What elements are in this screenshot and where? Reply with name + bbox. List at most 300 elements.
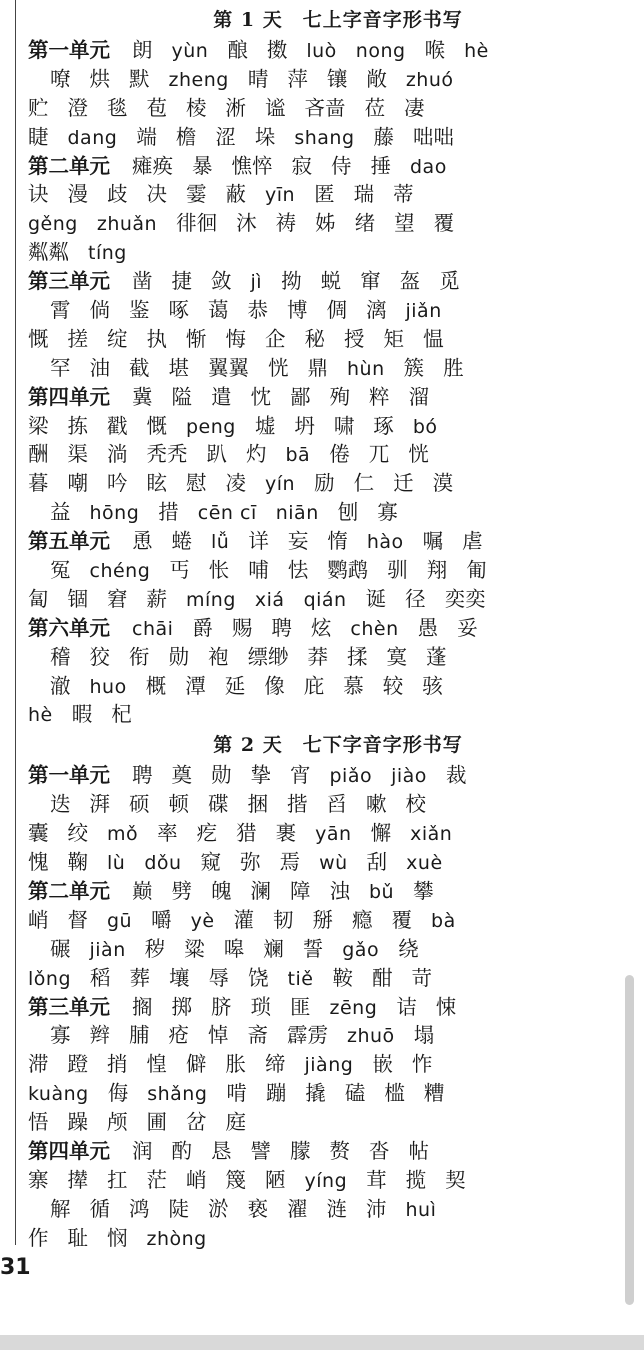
margin-line [15, 0, 16, 1245]
character-item: 烘 [89, 66, 110, 91]
pinyin-item: qián [303, 588, 347, 611]
character-item: 涟 [326, 1196, 347, 1221]
character-item: 校 [405, 792, 426, 817]
word-row [28, 790, 628, 819]
character-item: 蔼 [208, 298, 229, 323]
character-item: 奠 [171, 763, 192, 788]
character-item: 勋 [168, 644, 189, 669]
character-item: 躁 [67, 1110, 88, 1135]
character-item: 窥 [200, 850, 222, 875]
character-item: 涩 [215, 124, 236, 149]
character-item: 径 [405, 586, 426, 611]
character-item: 悯 [107, 1225, 128, 1250]
pinyin-item: tíng [88, 242, 127, 265]
character-item: 峭 [28, 907, 49, 932]
character-item: 帖 [408, 1138, 429, 1163]
character-item: 愠 [423, 326, 444, 351]
pinyin-item: jiàng [304, 1054, 354, 1077]
pinyin-item: zhòng [146, 1227, 207, 1250]
character-item: 企 [265, 326, 286, 351]
character-item: 措 [158, 500, 179, 525]
character-item: 揉 [347, 644, 368, 669]
word-row [28, 1166, 628, 1195]
word-row [28, 1224, 628, 1253]
character-item: 趴 [206, 442, 227, 467]
character-item: 聘 [271, 615, 292, 640]
word-row [28, 325, 628, 354]
character-item: 润 [132, 1138, 153, 1163]
character-item: 秃秃 [146, 442, 188, 467]
pinyin-item: yín [265, 473, 296, 496]
character-item: 骇 [422, 673, 443, 698]
character-item: 灼 [246, 442, 267, 467]
character-item: 斋 [247, 1023, 268, 1048]
character-item: 圃 [146, 1110, 167, 1135]
character-item: 脯 [129, 1023, 150, 1048]
word-row [28, 1021, 628, 1050]
word-row [28, 123, 628, 152]
bottom-bar [0, 1335, 644, 1350]
character-item: 搓 [67, 326, 88, 351]
character-item: 粱 [184, 936, 205, 961]
character-item: 顿 [168, 792, 189, 817]
character-item: 赘 [329, 1138, 350, 1163]
character-item: 谧 [265, 95, 286, 120]
character-item: 蔽 [225, 182, 246, 207]
character-item: 镶 [326, 66, 348, 91]
character-item: 颅 [107, 1110, 128, 1135]
character-item: 酌 [171, 1138, 192, 1163]
pinyin-item: cēn cī [197, 502, 257, 525]
word-row [28, 1195, 628, 1224]
character-item: 诞 [365, 586, 387, 611]
character-item: 淅 [225, 95, 246, 120]
character-item: 像 [264, 673, 285, 698]
character-item: 凄 [404, 95, 425, 120]
character-item: 作 [28, 1225, 49, 1250]
character-item: 妄 [287, 529, 309, 554]
pinyin-item: míng [186, 588, 236, 611]
character-item: 嘱 [422, 529, 444, 554]
character-item: 罕 [50, 355, 71, 380]
character-item: 鄙 [290, 384, 311, 409]
character-item: 焉 [279, 850, 301, 875]
pinyin-item: jiǎn [405, 300, 442, 323]
character-item: 恍 [408, 442, 429, 467]
character-item: 蜕 [320, 269, 342, 294]
pinyin-item: chāi [132, 617, 174, 640]
character-item: 蓬 [426, 644, 447, 669]
day-title: 第 1 天 七上字音字形书写 [213, 9, 463, 31]
character-item: 瘾 [352, 907, 373, 932]
character-item: 丐 [169, 558, 190, 583]
character-item: 舀 [326, 792, 347, 817]
pinyin-item: gǎo [342, 938, 380, 961]
character-item: 鉴 [129, 298, 150, 323]
character-item: 庇 [303, 673, 325, 698]
character-item: 爵 [192, 615, 213, 640]
word-row [28, 1079, 628, 1108]
word-list-content [28, 4, 628, 1253]
character-item: 详 [248, 529, 269, 554]
pinyin-item: bó [412, 415, 438, 438]
unit-label: 第四单元 [28, 1138, 110, 1163]
character-item: 嗥 [223, 936, 245, 961]
character-item: 魄 [211, 878, 232, 903]
character-item: 咄咄 [413, 124, 454, 149]
character-item: 嗽 [366, 792, 387, 817]
character-item: 缥缈 [247, 644, 289, 669]
word-row [28, 152, 628, 181]
character-item: 敛 [211, 269, 232, 294]
character-item: 率 [157, 821, 178, 846]
pinyin-item: luò [306, 40, 337, 62]
character-item: 寡 [50, 1023, 71, 1048]
character-item: 侮 [107, 1081, 129, 1106]
word-row [28, 354, 628, 383]
character-item: 绽 [107, 326, 128, 351]
character-item: 蒂 [393, 182, 414, 207]
character-item: 琐 [250, 994, 271, 1019]
pinyin-item: hào [366, 531, 404, 554]
character-item: 蹦 [265, 1081, 287, 1106]
character-item: 慕 [343, 673, 364, 698]
pinyin-item: zhuǎn [96, 213, 158, 236]
character-item: 炫 [310, 615, 332, 640]
character-item: 葬 [129, 965, 151, 990]
character-item: 疮 [168, 1023, 189, 1048]
character-item: 僻 [186, 1052, 207, 1077]
character-item: 梁 [28, 413, 49, 438]
character-item: 嘹 [50, 66, 71, 91]
character-item: 掷 [171, 994, 192, 1019]
character-item: 默 [129, 66, 150, 91]
character-item: 啸 [333, 413, 355, 438]
character-item: 绪 [354, 211, 376, 236]
character-item: 障 [290, 878, 311, 903]
character-item: 鹦鹉 [327, 558, 369, 583]
character-item: 宵 [290, 763, 311, 788]
pinyin-item: hè [464, 40, 489, 62]
word-row [28, 935, 628, 964]
character-item: 妥 [457, 615, 478, 640]
character-item: 稻 [90, 965, 111, 990]
character-item: 贮 [28, 95, 49, 120]
word-row [28, 267, 628, 296]
word-row [28, 1137, 628, 1166]
character-item: 捆 [247, 792, 268, 817]
character-item: 遣 [211, 384, 232, 409]
pinyin-item: chèn [350, 617, 399, 640]
word-row [28, 906, 628, 935]
pinyin-item: peng [186, 415, 236, 438]
character-item: 匪 [290, 994, 311, 1019]
word-row [28, 819, 628, 848]
character-item: 啄 [168, 298, 189, 323]
character-item: 薪 [146, 586, 167, 611]
character-item: 峭 [186, 1167, 207, 1192]
character-item: 忱 [250, 384, 271, 409]
character-item: 迭 [50, 792, 71, 817]
character-item: 寞 [386, 644, 407, 669]
character-item: 揽 [405, 1167, 427, 1192]
character-item: 窘 [107, 586, 128, 611]
character-item: 绞 [67, 821, 88, 846]
pinyin-item: yān [315, 823, 352, 846]
character-item: 截 [129, 355, 150, 380]
word-row [28, 643, 628, 672]
character-item: 漓 [366, 298, 387, 323]
character-item: 匍 [466, 558, 487, 583]
unit-label: 第六单元 [28, 615, 110, 640]
character-item: 迁 [393, 471, 414, 496]
character-item: 胀 [225, 1052, 246, 1077]
character-item: 翔 [426, 558, 448, 583]
pinyin-item: zēng [329, 996, 378, 1019]
character-item: 执 [146, 326, 167, 351]
character-item: 鞠 [67, 850, 88, 875]
pinyin-item: kuàng [28, 1083, 89, 1106]
character-item: 寨 [28, 1167, 49, 1192]
character-item: 簇 [403, 355, 425, 380]
character-item: 琢 [373, 413, 394, 438]
word-row [28, 440, 628, 469]
pinyin-item: zheng [168, 68, 229, 91]
word-row [28, 761, 628, 790]
character-item: 虐 [462, 529, 483, 554]
character-item: 鸿 [129, 1196, 150, 1221]
character-item: 壤 [169, 965, 190, 990]
pinyin-item: gěng [28, 213, 78, 236]
character-item: 酣 [371, 965, 393, 990]
character-item: 盔 [399, 269, 421, 294]
character-item: 暇 [71, 702, 93, 727]
character-item: 掰 [312, 907, 334, 932]
pinyin-item: huì [405, 1198, 437, 1221]
character-item: 覆 [391, 907, 413, 932]
character-item: 灌 [233, 907, 255, 932]
character-item: 睫 [28, 124, 49, 149]
character-item: 凌 [225, 471, 246, 496]
character-item: 吝啬 [304, 95, 346, 120]
character-item: 杞 [111, 702, 132, 727]
character-item: 捷 [171, 269, 192, 294]
character-item: 斓 [263, 936, 284, 961]
character-item: 霎 [186, 182, 207, 207]
unit-label: 第二单元 [28, 153, 110, 178]
pinyin-item: zhuō [347, 1025, 395, 1048]
character-item: 脐 [211, 994, 232, 1019]
character-item: 哺 [248, 558, 269, 583]
character-item: 励 [314, 471, 335, 496]
character-item: 衔 [129, 644, 150, 669]
character-item: 苛 [411, 965, 432, 990]
word-row [28, 700, 628, 729]
character-item: 憔悴 [231, 153, 273, 178]
character-item: 愧 [28, 850, 49, 875]
pinyin-item: gū [107, 909, 133, 932]
character-item: 寂 [291, 153, 312, 178]
word-row [28, 94, 628, 123]
character-item: 粼粼 [28, 240, 69, 265]
character-item: 蜷 [171, 529, 192, 554]
character-item: 驯 [387, 558, 408, 583]
character-item: 朦 [290, 1138, 311, 1163]
character-item: 搁 [132, 994, 153, 1019]
character-item: 攀 [413, 878, 434, 903]
word-row [28, 383, 628, 412]
character-item: 暴 [192, 153, 213, 178]
character-item: 漫 [67, 182, 88, 207]
character-item: 篾 [225, 1167, 246, 1192]
pinyin-item: jì [250, 271, 263, 294]
character-item: 勋 [211, 763, 232, 788]
character-item: 譬 [250, 1138, 271, 1163]
word-row [28, 238, 628, 267]
character-item: 拣 [67, 413, 88, 438]
pinyin-item: piǎo [329, 765, 373, 788]
pinyin-item: lǒng [28, 967, 72, 990]
character-item: 韧 [273, 907, 294, 932]
character-item: 刮 [366, 850, 388, 875]
character-item: 觅 [439, 269, 460, 294]
character-item: 岔 [186, 1110, 207, 1135]
word-row [28, 556, 628, 585]
word-row [28, 412, 628, 441]
character-item: 悼 [208, 1023, 229, 1048]
character-item: 嵌 [372, 1052, 393, 1077]
character-item: 赐 [231, 615, 253, 640]
pinyin-item: dǒu [144, 852, 182, 875]
character-item: 怯 [287, 558, 309, 583]
word-row [28, 65, 628, 94]
character-item: 浊 [329, 878, 350, 903]
character-item: 眩 [146, 471, 167, 496]
character-item: 棱 [186, 95, 207, 120]
character-item: 决 [146, 182, 167, 207]
character-item: 懈 [370, 821, 392, 846]
character-item: 恍 [268, 355, 289, 380]
character-item: 莽 [307, 644, 328, 669]
character-item: 慨 [146, 413, 167, 438]
character-item: 撬 [305, 1081, 326, 1106]
character-item: 塌 [413, 1023, 435, 1048]
day-title: 第 2 天 七下字音字形书写 [213, 734, 463, 757]
pinyin-item: nong [355, 40, 406, 62]
character-item: 概 [145, 673, 167, 698]
character-item: 沐 [236, 211, 257, 236]
character-item: 祷 [275, 211, 297, 236]
unit-label: 第四单元 [28, 384, 110, 409]
character-item: 耻 [67, 1225, 88, 1250]
pinyin-item: niān [275, 502, 319, 525]
unit-label: 第三单元 [28, 994, 110, 1019]
character-item: 契 [445, 1167, 466, 1192]
character-item: 歧 [107, 182, 128, 207]
character-item: 堪 [168, 355, 189, 380]
pinyin-item: yùn [171, 40, 209, 62]
character-item: 望 [394, 211, 415, 236]
pinyin-item: wù [319, 852, 348, 875]
character-item: 较 [382, 673, 404, 698]
character-item: 戳 [107, 413, 128, 438]
pinyin-item: bǔ [369, 880, 395, 903]
character-item: 囊 [28, 821, 49, 846]
word-row [28, 527, 628, 556]
pinyin-item: jiào [391, 765, 427, 788]
character-item: 愚 [417, 615, 439, 640]
character-item: 撵 [67, 1167, 88, 1192]
scrollbar[interactable] [625, 975, 634, 1305]
character-item: 潭 [185, 673, 206, 698]
character-item: 弥 [240, 850, 261, 875]
word-row [28, 498, 628, 527]
character-item: 擞 [266, 38, 288, 62]
character-item: 澈 [50, 673, 71, 698]
character-item: 挚 [250, 763, 271, 788]
character-item: 澜 [250, 878, 271, 903]
character-item: 矩 [383, 326, 404, 351]
character-item: 袍 [208, 644, 229, 669]
character-item: 喉 [424, 38, 446, 62]
pinyin-item: mǒ [107, 823, 139, 846]
character-item: 授 [344, 326, 365, 351]
character-item: 恳 [211, 1138, 232, 1163]
character-item: 漠 [432, 471, 454, 496]
character-item: 裁 [445, 763, 467, 788]
word-row [28, 585, 628, 614]
character-item: 徘徊 [176, 211, 218, 236]
character-item: 萍 [287, 66, 308, 91]
word-row [28, 848, 628, 877]
character-item: 倦 [329, 442, 350, 467]
character-item: 兀 [368, 442, 390, 467]
pinyin-item: lù [107, 852, 126, 875]
pinyin-item: xiá [254, 588, 285, 611]
character-item: 瘫痪 [132, 153, 173, 178]
character-item: 益 [50, 500, 71, 525]
character-item: 怅 [208, 558, 230, 583]
character-item: 诀 [28, 182, 49, 207]
character-item: 慰 [186, 471, 207, 496]
character-item: 劈 [171, 878, 192, 903]
unit-label: 第一单元 [28, 763, 110, 788]
character-item: 隘 [171, 384, 192, 409]
character-item: 磕 [344, 1081, 366, 1106]
character-item: 吟 [107, 471, 128, 496]
pinyin-item: yíng [304, 1169, 348, 1192]
pinyin-item: chéng [89, 560, 151, 583]
character-item: 解 [50, 1196, 71, 1221]
character-item: 朗 [132, 38, 153, 62]
word-row [28, 877, 628, 906]
character-item: 沛 [366, 1196, 387, 1221]
character-item: 匿 [314, 182, 335, 207]
character-item: 聘 [132, 763, 153, 788]
character-item: 凿 [132, 269, 153, 294]
pinyin-item: yè [190, 909, 215, 932]
character-item: 瑞 [353, 182, 375, 207]
character-item: 澄 [67, 95, 88, 120]
page-number: 31 [0, 1255, 31, 1280]
character-item: 揩 [287, 792, 308, 817]
character-item: 绕 [398, 936, 419, 961]
character-item: 侍 [331, 153, 352, 178]
character-item: 惰 [327, 529, 348, 554]
character-item: 扛 [107, 1167, 128, 1192]
character-item: 倜 [326, 298, 347, 323]
character-item: 坍 [294, 413, 315, 438]
